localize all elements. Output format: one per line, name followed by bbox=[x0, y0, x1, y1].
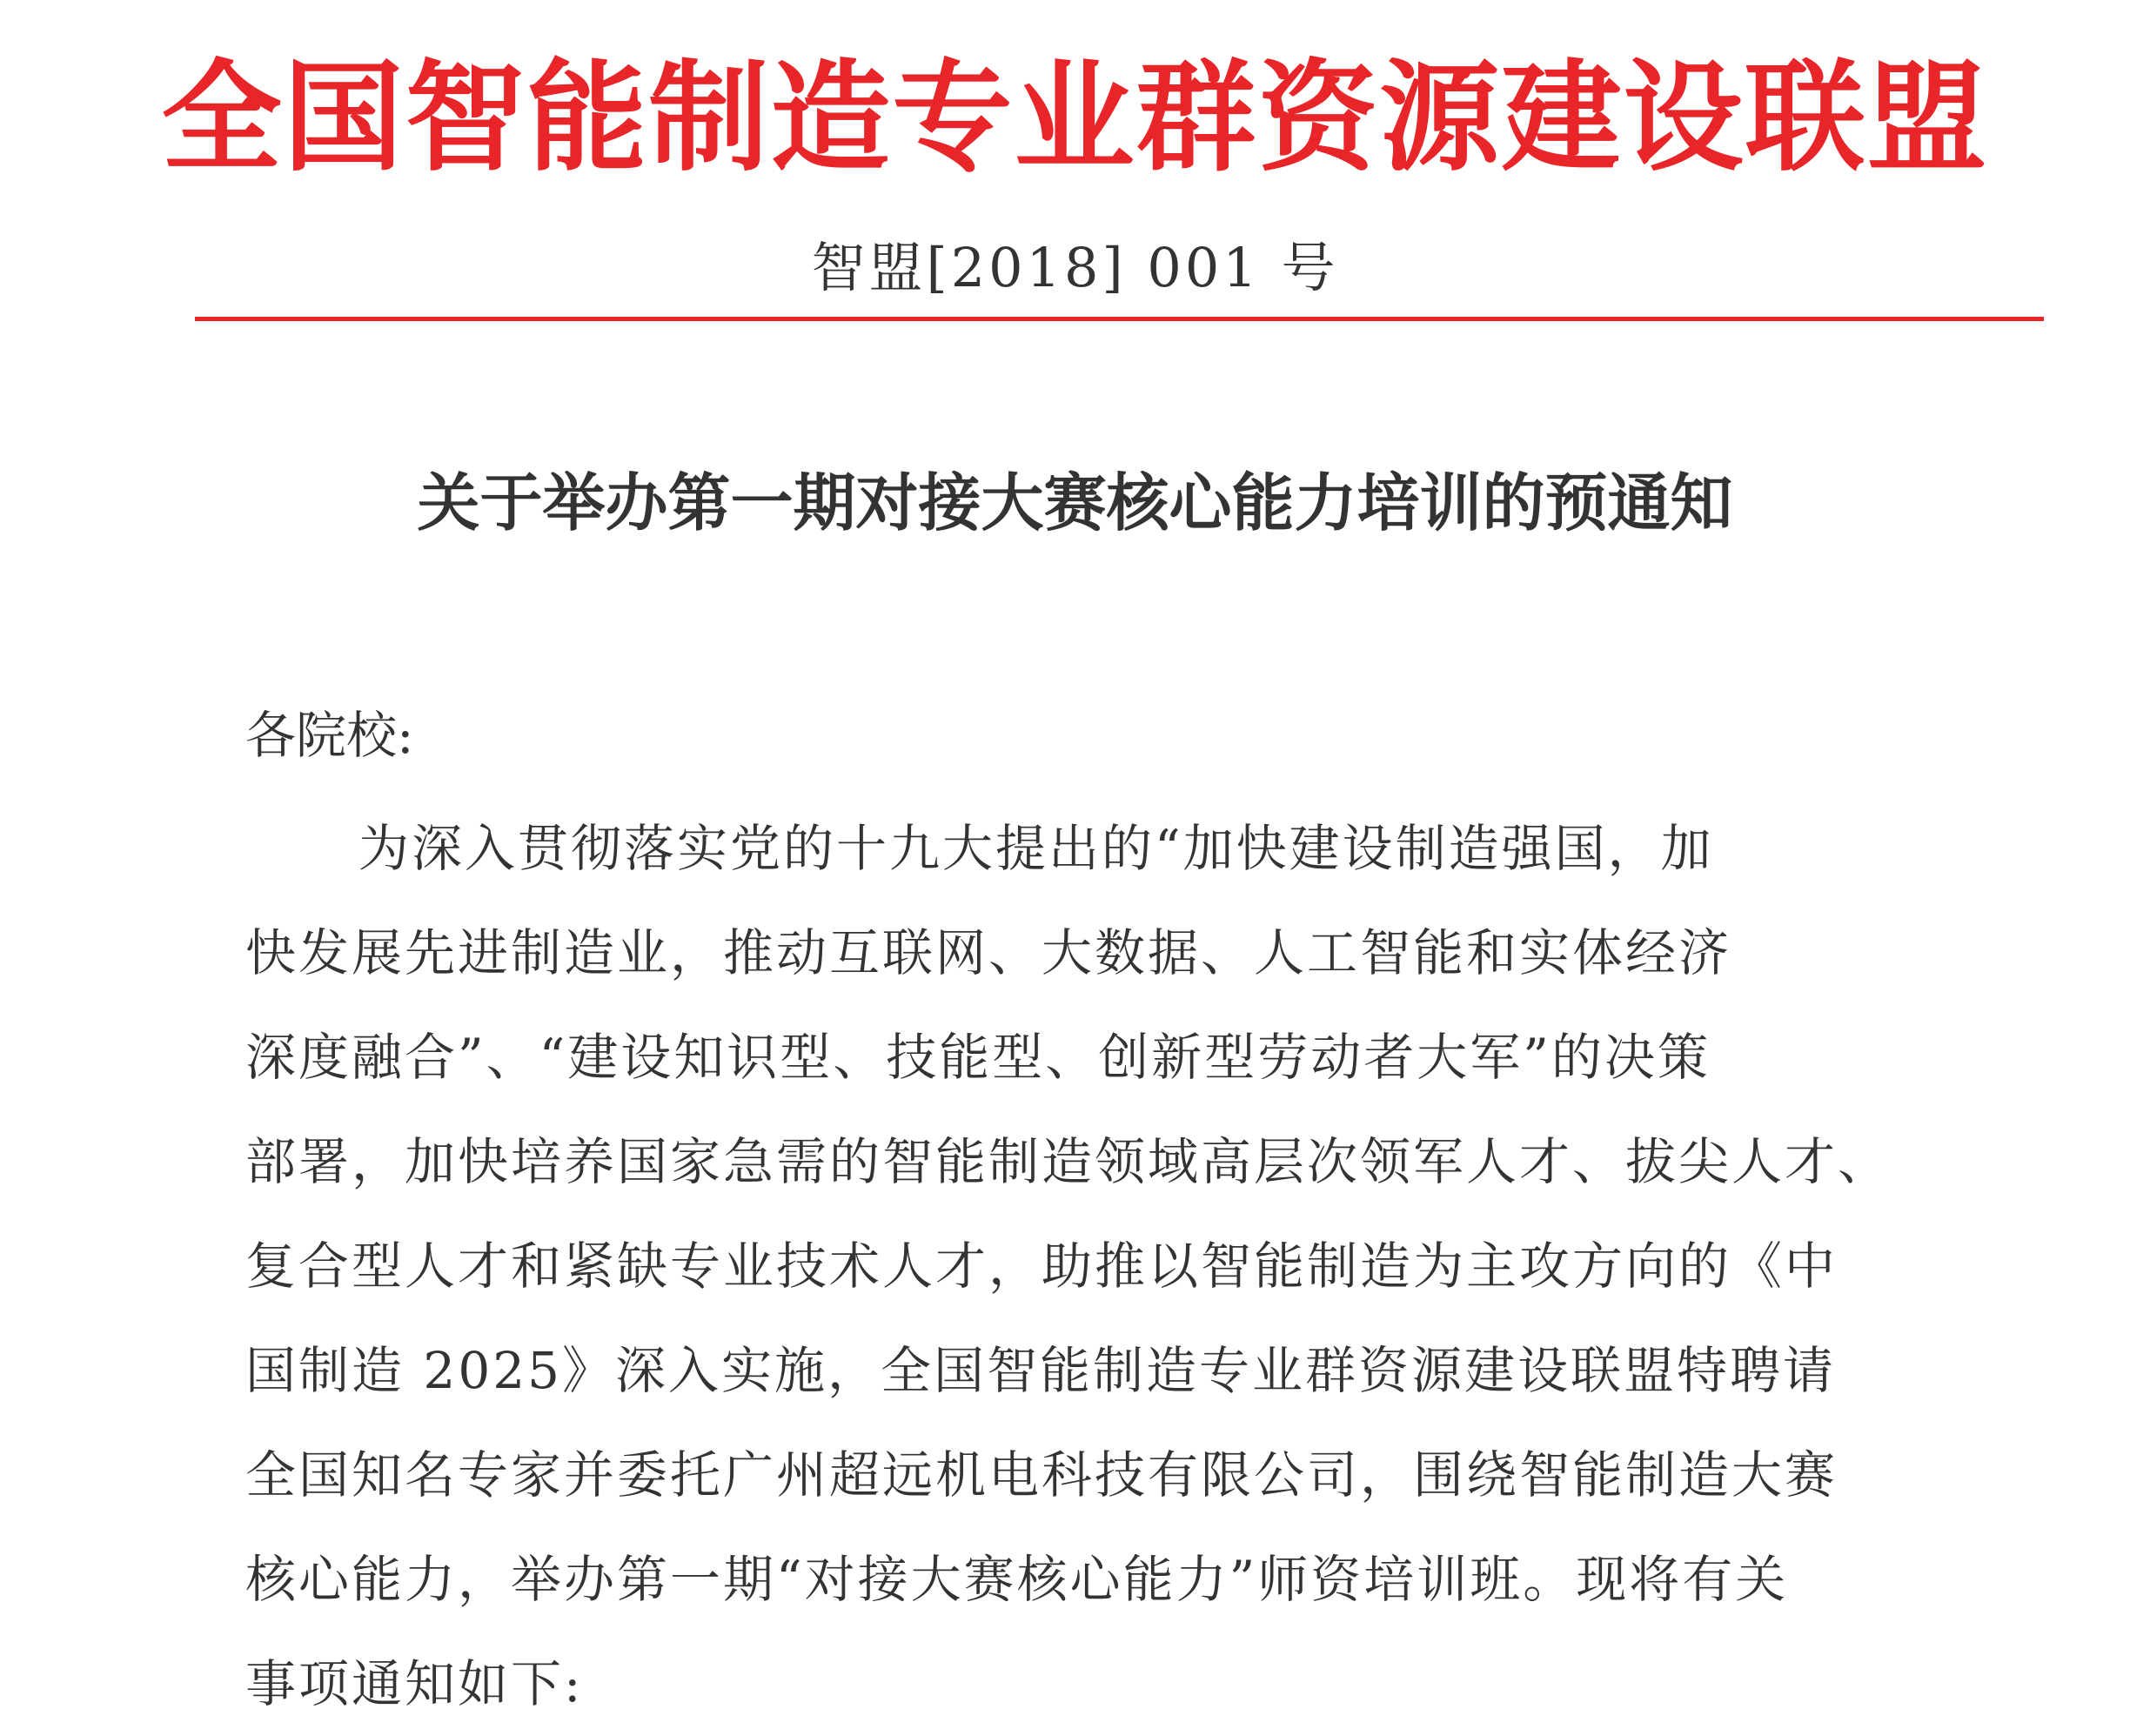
body-line: 国制造 2025》深入实施，全国智能制造专业群资源建设联盟特聘请 bbox=[245, 1341, 1837, 1400]
body-line: 事项通知如下: bbox=[245, 1654, 584, 1713]
body-line: 核心能力，举办第一期“对接大赛核心能力”师资培训班。现将有关 bbox=[245, 1550, 1789, 1609]
body-text bbox=[245, 796, 1899, 1736]
body-line: 复合型人才和紧缺专业技术人才，助推以智能制造为主攻方向的《中 bbox=[245, 1237, 1839, 1296]
document-number: 智盟[2018] 001 号 bbox=[811, 236, 1339, 299]
body-line: 深度融合”、“建设知识型、技能型、创新型劳动者大军”的决策 bbox=[245, 1028, 1711, 1087]
salutation: 各院校: bbox=[245, 706, 414, 765]
red-divider-line bbox=[195, 317, 2044, 321]
notice-title: 关于举办第一期对接大赛核心能力培训的预通知 bbox=[417, 466, 1733, 540]
body-line: 全国知名专家并委托广州超远机电科技有限公司，围绕智能制造大赛 bbox=[245, 1445, 1839, 1505]
body-line: 快发展先进制造业，推动互联网、大数据、人工智能和实体经济 bbox=[245, 923, 1732, 982]
masthead-title: 全国智能制造专业群资源建设联盟 bbox=[161, 46, 1989, 188]
body-line: 部署，加快培养国家急需的智能制造领域高层次领军人才、拔尖人才、 bbox=[245, 1132, 1892, 1191]
body-line: 为深入贯彻落实党的十九大提出的“加快建设制造强国，加 bbox=[358, 819, 1714, 878]
